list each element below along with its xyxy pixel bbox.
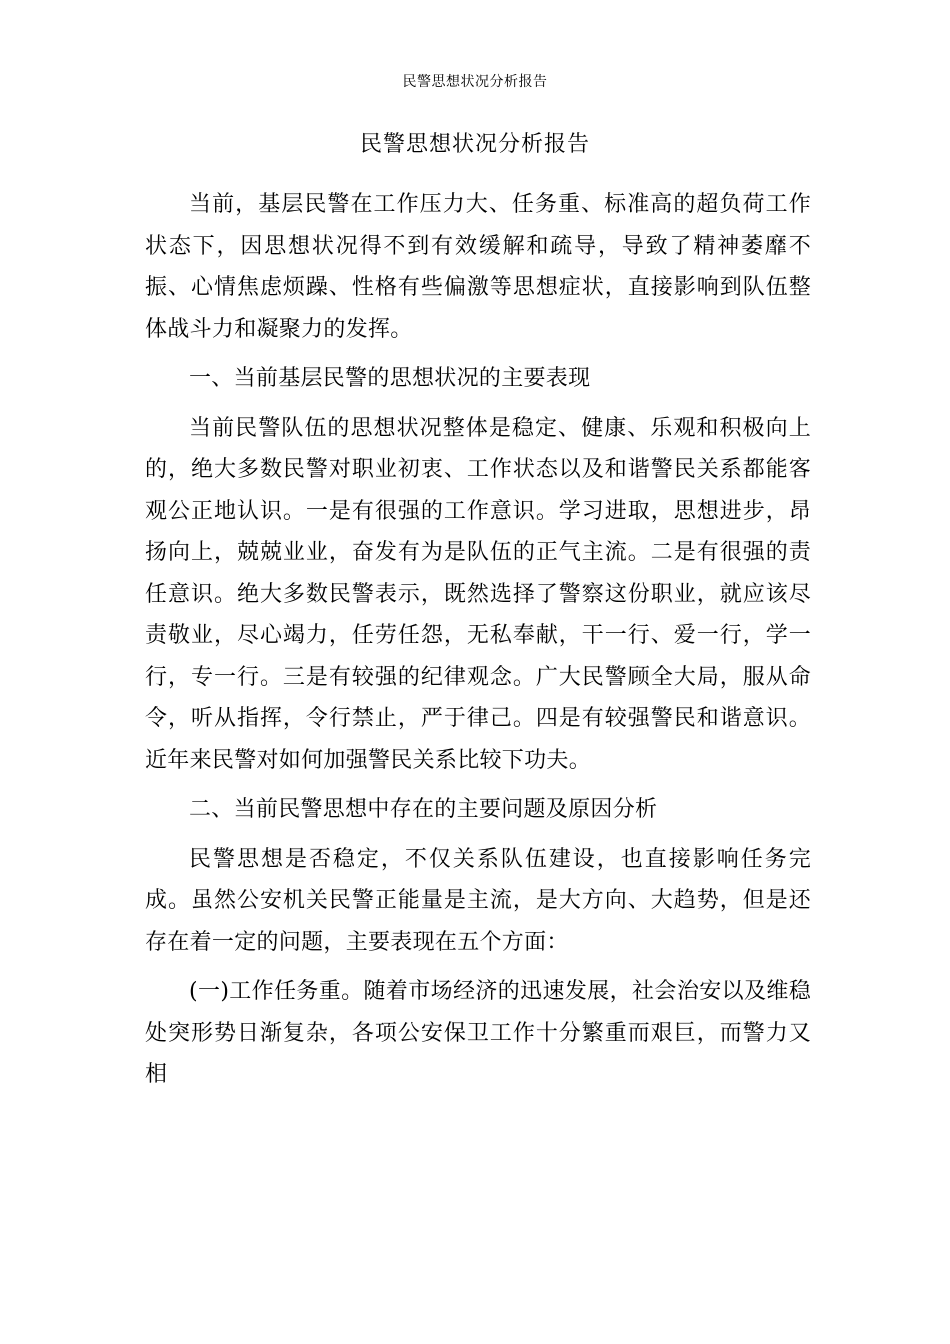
subsection-1-paragraph: (一)工作任务重。随着市场经济的迅速发展，社会治安以及维稳处突形势日渐复杂，各项公安保卫工作十分繁重而艰巨，而警力又相 bbox=[145, 979, 811, 1087]
document-title: 民警思想状况分析报告 bbox=[359, 132, 590, 157]
running-header: 民警思想状况分析报告 bbox=[402, 74, 548, 90]
section-2-intro-paragraph: 民警思想是否稳定，不仅关系队伍建设，也直接影响任务完成。虽然公安机关民警正能量是主流，是大方向、大趋势，但是还存在着一定的问题，主要表现在五个方面： bbox=[145, 846, 811, 955]
section-heading-2: 二、当前民警思想中存在的主要问题及原因分析 bbox=[189, 797, 658, 822]
section-heading-1: 一、当前基层民警的思想状况的主要表现 bbox=[189, 366, 591, 391]
section-1-paragraph: 当前民警队伍的思想状况整体是稳定、健康、乐观和积极向上的，绝大多数民警对职业初衷、工作状态以及和谐警民关系都能客观公正地认识。一是有很强的工作意识。学习进取，思想进步，昂扬向上，兢兢业业，奋发有为是队伍的正气主流。二是有很强的责任意识。绝大多数民警表示，既然选择了警察这份职业，就应该尽责敬业，尽心竭力，任劳任怨，无私奉献，干一行、爱一行，学一行，专一行。三是有较强的纪律观念。广大民警顾全大局，服从命令，听从指挥，令行禁止，严于律己。四是有较强警民和谐意识。近年来民警对如何加强警民关系比较下功夫。 bbox=[145, 415, 811, 773]
intro-paragraph: 当前，基层民警在工作压力大、任务重、标准高的超负荷工作状态下，因思想状况得不到有效缓解和疏导，导致了精神萎靡不振、心情焦虑烦躁、性格有些偏激等思想症状，直接影响到队伍整体战斗力和凝聚力的发挥。 bbox=[145, 192, 811, 342]
document-body bbox=[145, 184, 811, 1104]
